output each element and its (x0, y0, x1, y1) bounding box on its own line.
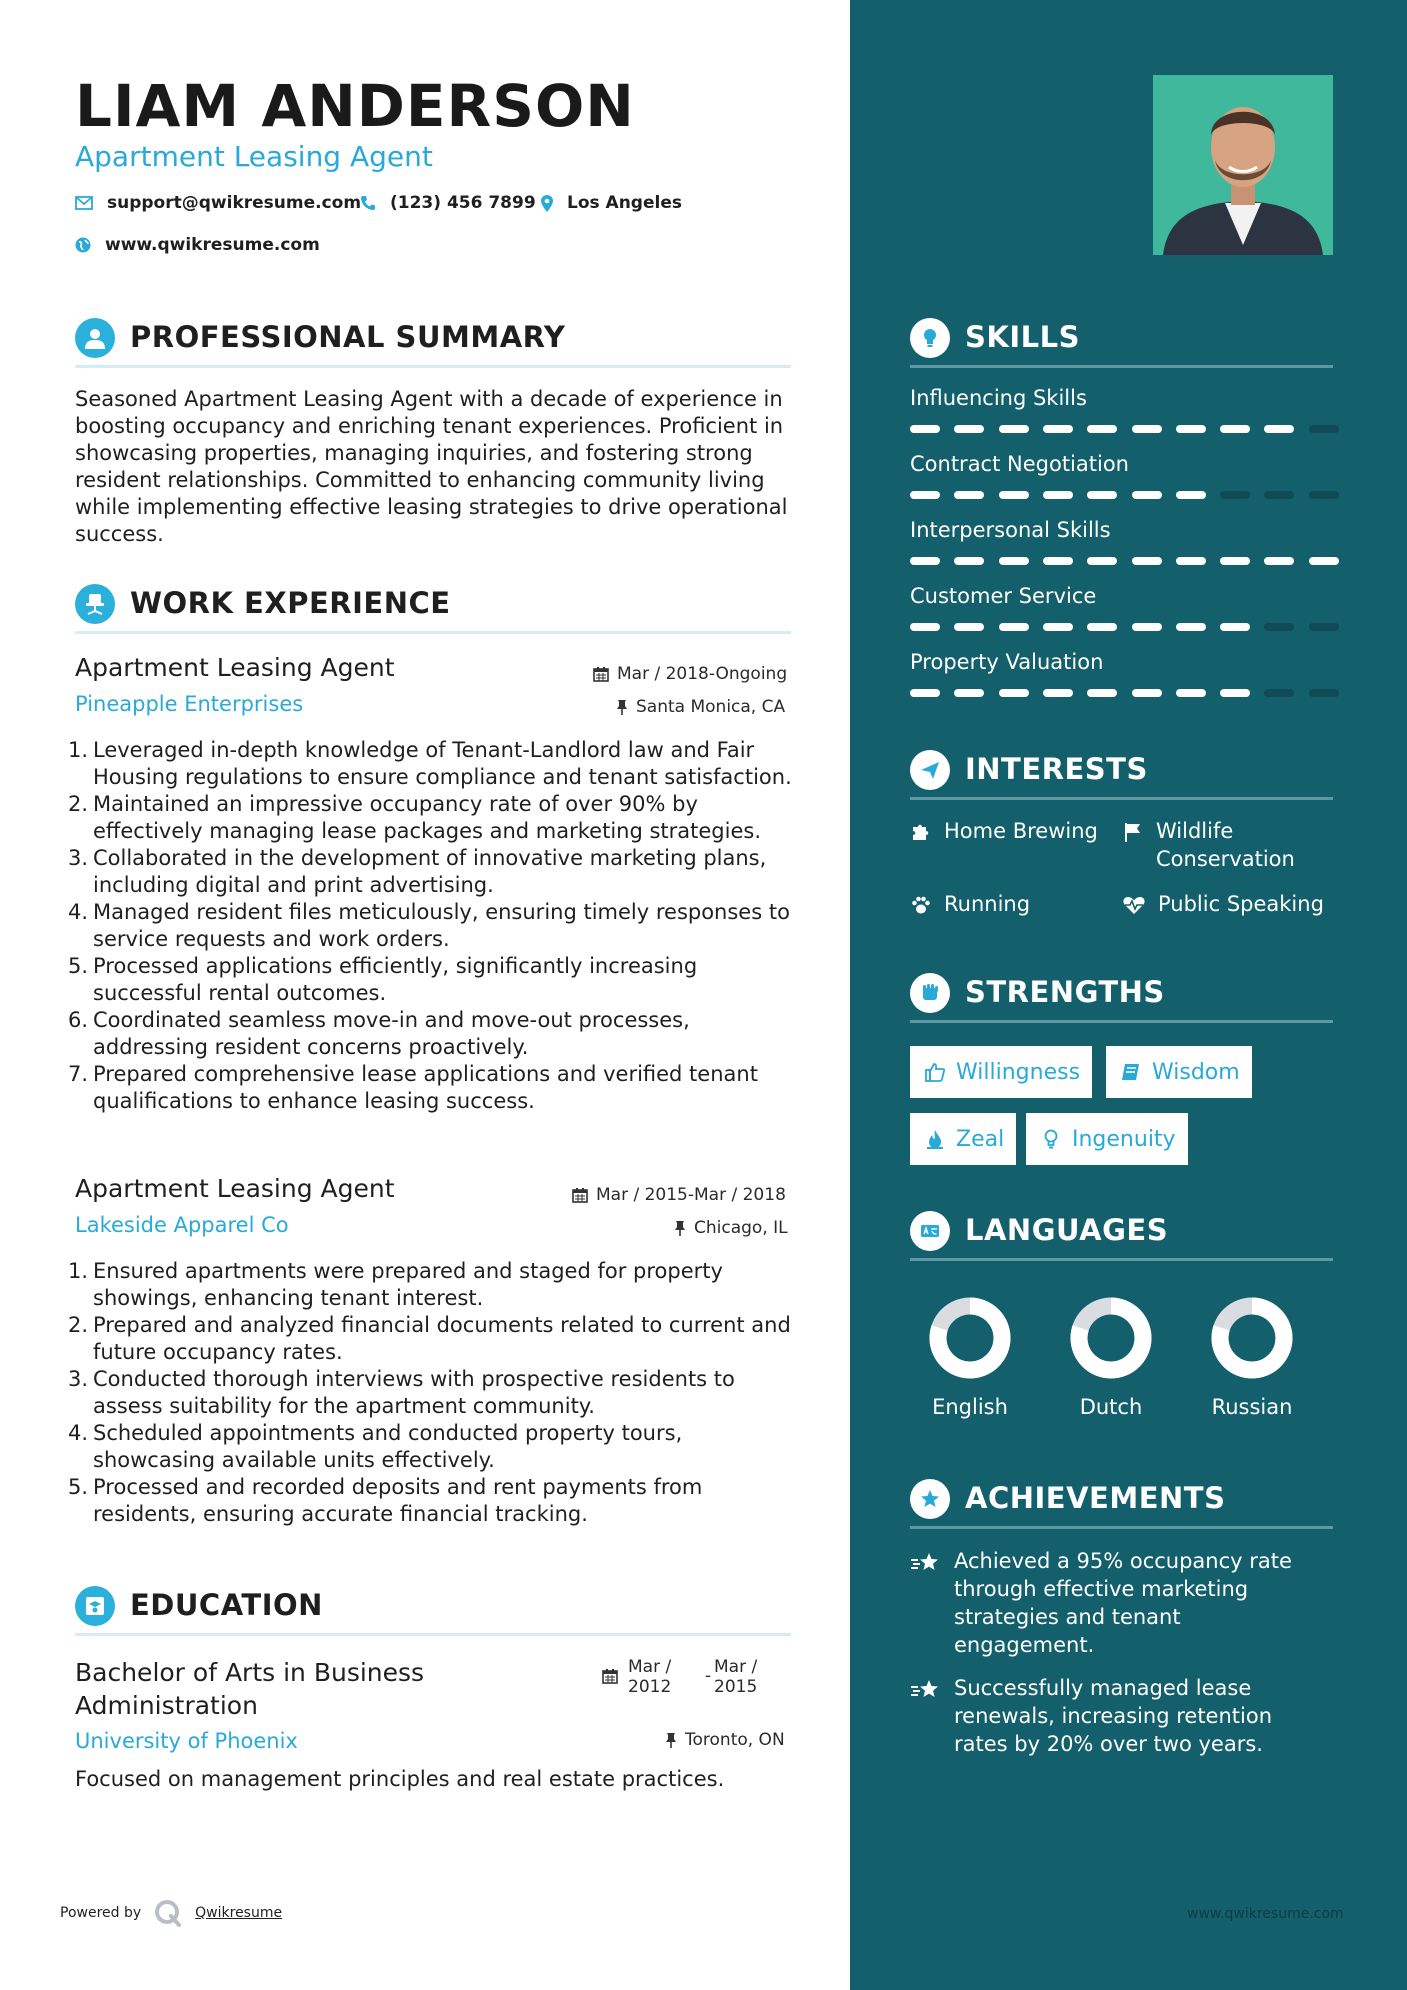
skill-dash-empty (1264, 491, 1294, 499)
job-1-bullets (68, 737, 803, 1115)
skill-rating (910, 623, 1333, 631)
fire-icon (924, 1128, 946, 1150)
achievement-line: engagement. (954, 1633, 1095, 1657)
interest-label: Running (944, 892, 1031, 916)
skill-dash-filled (1132, 623, 1162, 631)
date-line: 2012 (628, 1677, 672, 1697)
location-text: Los Angeles (567, 193, 682, 213)
list-item: 2. Prepared and analyzed financial documents related to current and future occupancy rates. (68, 1313, 791, 1364)
skill-dash-filled (1220, 557, 1250, 565)
languages-section-header (910, 1205, 1333, 1261)
skill-label: Customer Service (910, 584, 1097, 608)
skill-dash-filled (1043, 557, 1073, 565)
powered-by-text: Powered by (60, 1905, 142, 1921)
contact-website[interactable] (75, 235, 320, 255)
skill-dash-filled (954, 689, 984, 697)
skill-dash-filled (999, 689, 1029, 697)
language-card-icon (910, 1211, 950, 1251)
user-icon (75, 318, 115, 358)
skill-dash-filled (1220, 623, 1250, 631)
skill-dash-filled (954, 491, 984, 499)
skill-rating (910, 689, 1333, 697)
skill-label: Contract Negotiation (910, 452, 1129, 476)
language-ring (927, 1295, 1013, 1381)
interest-label-line: Conservation (1156, 847, 1295, 871)
powered-by[interactable] (60, 1898, 282, 1928)
skill-dash-filled (910, 425, 940, 433)
interest-label: Public Speaking (1158, 892, 1324, 916)
list-item: 1. Ensured apartments were prepared and staged for property showings, enhancing tenant interest. (68, 1259, 723, 1310)
list-item: 3. Conducted thorough interviews with prospective residents to assess suitability for the apartment community. (68, 1367, 735, 1418)
achievement-text (954, 1547, 1292, 1659)
skill-label: Interpersonal Skills (910, 518, 1111, 542)
list-item: 1. Leveraged in-depth knowledge of Tenant-Landlord law and Fair Housing regulations to ensure compliance and tenant satisfaction. (68, 738, 792, 789)
skill-dash-empty (1264, 689, 1294, 697)
list-item: 5. Processed and recorded deposits and rent payments from residents, ensuring accurate financial tracking. (68, 1475, 703, 1526)
list-item: 6. Coordinated seamless move-in and move-out processes, addressing resident concerns proactively. (68, 1008, 690, 1059)
list-item: 7. Prepared comprehensive lease applications and verified tenant qualifications to enhance leasing success. (68, 1062, 758, 1113)
strength-label: Willingness (956, 1059, 1081, 1085)
contact-phone[interactable] (360, 193, 536, 213)
email-text: support@qwikresume.com (107, 193, 362, 213)
achievement-item (910, 1547, 1333, 1659)
puzzle-icon (910, 821, 932, 843)
interests-title: INTERESTS (965, 752, 1148, 786)
education-school: University of Phoenix (75, 1729, 298, 1753)
language-name: English (932, 1395, 1008, 1419)
skill-rating (910, 425, 1333, 433)
education-degree (75, 1656, 424, 1722)
interest-item (910, 890, 1030, 918)
skill-dash-filled (999, 557, 1029, 565)
calendar-icon (593, 666, 609, 682)
star-badge-icon (910, 1479, 950, 1519)
interests-section-header (910, 744, 1333, 800)
interest-item (910, 817, 1098, 845)
shooting-star-icon (910, 1678, 942, 1702)
skill-dash-filled (1132, 689, 1162, 697)
brand-link[interactable]: Qwikresume (195, 1905, 283, 1921)
skill-dash-filled (1087, 557, 1117, 565)
achievement-line: rates by 20% over two years. (954, 1732, 1263, 1756)
achievement-line: through effective marketing (954, 1577, 1249, 1601)
language-item (1061, 1295, 1161, 1419)
job-2-title: Apartment Leasing Agent (75, 1174, 395, 1203)
strength-badge (1026, 1113, 1188, 1165)
achievements-title: ACHIEVEMENTS (965, 1481, 1226, 1515)
degree-line: Bachelor of Arts in Business (75, 1658, 425, 1687)
skill-dash-filled (999, 425, 1029, 433)
skill-dash-filled (910, 491, 940, 499)
contact-email[interactable] (75, 193, 361, 213)
job-1-location (616, 697, 785, 717)
education-start-date (628, 1657, 671, 1697)
list-item: 3. Collaborated in the development of innovative marketing plans, including digital and print advertising. (68, 846, 767, 897)
skill-dash-filled (1087, 491, 1117, 499)
language-name: Dutch (1079, 1395, 1143, 1419)
calendar-icon (572, 1187, 588, 1203)
candidate-name: LIAM ANDERSON (75, 72, 635, 140)
language-ring (1068, 1295, 1154, 1381)
graduate-icon (75, 1586, 115, 1626)
paper-plane-icon (910, 750, 950, 790)
skill-dash-empty (1220, 491, 1250, 499)
skill-dash-filled (910, 557, 940, 565)
education-description: Focused on management principles and real estate practices. (75, 1767, 725, 1791)
strengths-title: STRENGTHS (965, 975, 1165, 1009)
strength-badge (910, 1113, 1016, 1165)
skill-dash-filled (1176, 623, 1206, 631)
job-2-bullets (68, 1258, 803, 1528)
skill-dash-filled (1043, 425, 1073, 433)
pushpin-icon (665, 1732, 677, 1748)
job-2-company: Lakeside Apparel Co (75, 1213, 289, 1237)
skill-dash-filled (1309, 557, 1339, 565)
date-line: 2015 (714, 1677, 758, 1697)
experience-title: WORK EXPERIENCE (130, 586, 451, 620)
skill-dash-filled (1176, 557, 1206, 565)
language-item (1202, 1295, 1302, 1419)
job-2-location (674, 1218, 788, 1238)
skill-dash-filled (910, 689, 940, 697)
skill-dash-empty (1309, 623, 1339, 631)
skill-dash-filled (1087, 689, 1117, 697)
skill-dash-empty (1264, 623, 1294, 631)
summary-section-header (75, 312, 791, 368)
language-name: Russian (1211, 1395, 1293, 1419)
skill-dash-empty (1309, 425, 1339, 433)
skill-dash-filled (1132, 557, 1162, 565)
skill-dash-filled (999, 623, 1029, 631)
skill-dash-filled (1043, 491, 1073, 499)
job-1-dates (593, 664, 787, 684)
language-ring (1209, 1295, 1295, 1381)
education-title: EDUCATION (130, 1588, 323, 1622)
footer-website[interactable]: www.qwikresume.com (1187, 1906, 1344, 1922)
list-item: 4. Scheduled appointments and conducted property tours, showcasing available units effectively. (68, 1421, 683, 1472)
education-section-header (75, 1580, 791, 1636)
job-1-dates-text: Mar / 2018-Ongoing (617, 664, 788, 684)
achievement-line: Achieved a 95% occupancy rate (954, 1549, 1292, 1573)
skill-rating (910, 491, 1333, 499)
pushpin-icon (616, 699, 628, 715)
interest-item (1122, 817, 1295, 873)
education-location (665, 1730, 785, 1750)
interest-label (1156, 817, 1295, 873)
skill-dash-filled (1043, 623, 1073, 631)
skill-dash-filled (954, 425, 984, 433)
skill-dash-filled (1132, 491, 1162, 499)
profile-photo (1153, 75, 1333, 255)
skill-dash-filled (999, 491, 1029, 499)
achievements-section-header (910, 1473, 1333, 1529)
strength-label: Ingenuity (1072, 1126, 1176, 1152)
summary-title: PROFESSIONAL SUMMARY (130, 320, 566, 354)
list-item: 5. Processed applications efficiently, significantly increasing successful rental outcomes. (68, 954, 698, 1005)
person-avatar-icon (1153, 75, 1333, 255)
website-text: www.qwikresume.com (105, 235, 320, 255)
date-line: Mar / (628, 1657, 672, 1677)
language-item (920, 1295, 1020, 1419)
achievement-text (954, 1674, 1272, 1758)
lightbulb-outline-icon (1040, 1128, 1062, 1150)
skills-section-header (910, 312, 1333, 368)
skill-dash-filled (1264, 557, 1294, 565)
skill-dash-empty (1309, 491, 1339, 499)
skill-dash-filled (1087, 425, 1117, 433)
education-end-date (714, 1657, 757, 1697)
thumbs-up-icon (924, 1061, 946, 1083)
flag-icon (1122, 821, 1144, 843)
job-2-location-text: Chicago, IL (694, 1218, 788, 1238)
skill-dash-filled (1176, 689, 1206, 697)
office-chair-icon (75, 584, 115, 624)
degree-line: Administration (75, 1691, 258, 1720)
skill-dash-filled (954, 557, 984, 565)
skill-dash-filled (1132, 425, 1162, 433)
education-location-text: Toronto, ON (685, 1730, 785, 1750)
strength-label: Wisdom (1152, 1059, 1240, 1085)
list-item: 2. Maintained an impressive occupancy rate of over 90% by effectively managing lease packages and marketing strategies. (68, 792, 762, 843)
achievement-line: Successfully managed lease (954, 1676, 1252, 1700)
skill-label: Influencing Skills (910, 386, 1087, 410)
languages-title: LANGUAGES (965, 1213, 1169, 1247)
shooting-star-icon (910, 1551, 942, 1575)
skill-dash-filled (1264, 425, 1294, 433)
skill-dash-filled (1220, 689, 1250, 697)
phone-icon (360, 195, 376, 211)
list-item: 4. Managed resident files meticulously, ensuring timely responses to service requests and work orders. (68, 900, 790, 951)
strength-badge (910, 1046, 1092, 1098)
education-date-separator: - (705, 1666, 712, 1686)
date-line: Mar / (714, 1657, 758, 1677)
lightbulb-icon (910, 318, 950, 358)
skill-dash-filled (1176, 425, 1206, 433)
fist-icon (910, 973, 950, 1013)
skill-label: Property Valuation (910, 650, 1104, 674)
summary-text: Seasoned Apartment Leasing Agent with a decade of experience in boosting occupancy and enriching tenant experiences. Proficient in showcasing properties, managing inquiries, and fostering strong resident relationships. Committed to enhancing community living while implementing effective leasing strategies to drive operational success. (75, 387, 788, 546)
job-1-location-text: Santa Monica, CA (636, 697, 786, 717)
skill-dash-empty (1309, 689, 1339, 697)
phone-text: (123) 456 7899 (390, 193, 536, 213)
interest-label: Home Brewing (944, 819, 1098, 843)
globe-icon (75, 237, 91, 253)
experience-section-header (75, 578, 791, 634)
heartbeat-icon (1122, 894, 1146, 916)
strengths-section-header (910, 967, 1333, 1023)
calendar-icon (602, 1668, 618, 1684)
skill-rating (910, 557, 1333, 565)
job-1-company: Pineapple Enterprises (75, 692, 304, 716)
job-1-title: Apartment Leasing Agent (75, 653, 395, 682)
skill-dash-filled (1043, 689, 1073, 697)
skill-dash-filled (1087, 623, 1117, 631)
candidate-role: Apartment Leasing Agent (75, 140, 433, 173)
interest-label-line: Wildlife (1156, 819, 1234, 843)
book-icon (1120, 1061, 1142, 1083)
envelope-icon (75, 196, 93, 210)
achievement-item (910, 1674, 1333, 1758)
skills-title: SKILLS (965, 320, 1080, 354)
skill-dash-filled (910, 623, 940, 631)
achievement-line: strategies and tenant (954, 1605, 1181, 1629)
skill-dash-filled (1176, 491, 1206, 499)
contact-location (541, 193, 682, 213)
skill-dash-filled (1220, 425, 1250, 433)
interest-item (1122, 890, 1324, 918)
qwikresume-logo-icon (153, 1898, 183, 1928)
paw-icon (910, 894, 932, 916)
skill-dash-filled (954, 623, 984, 631)
map-pin-icon (541, 195, 553, 212)
strength-label: Zeal (956, 1126, 1005, 1152)
job-2-dates (572, 1185, 786, 1205)
job-2-dates-text: Mar / 2015-Mar / 2018 (596, 1185, 786, 1205)
pushpin-icon (674, 1220, 686, 1236)
strength-badge (1106, 1046, 1252, 1098)
achievement-line: renewals, increasing retention (954, 1704, 1273, 1728)
